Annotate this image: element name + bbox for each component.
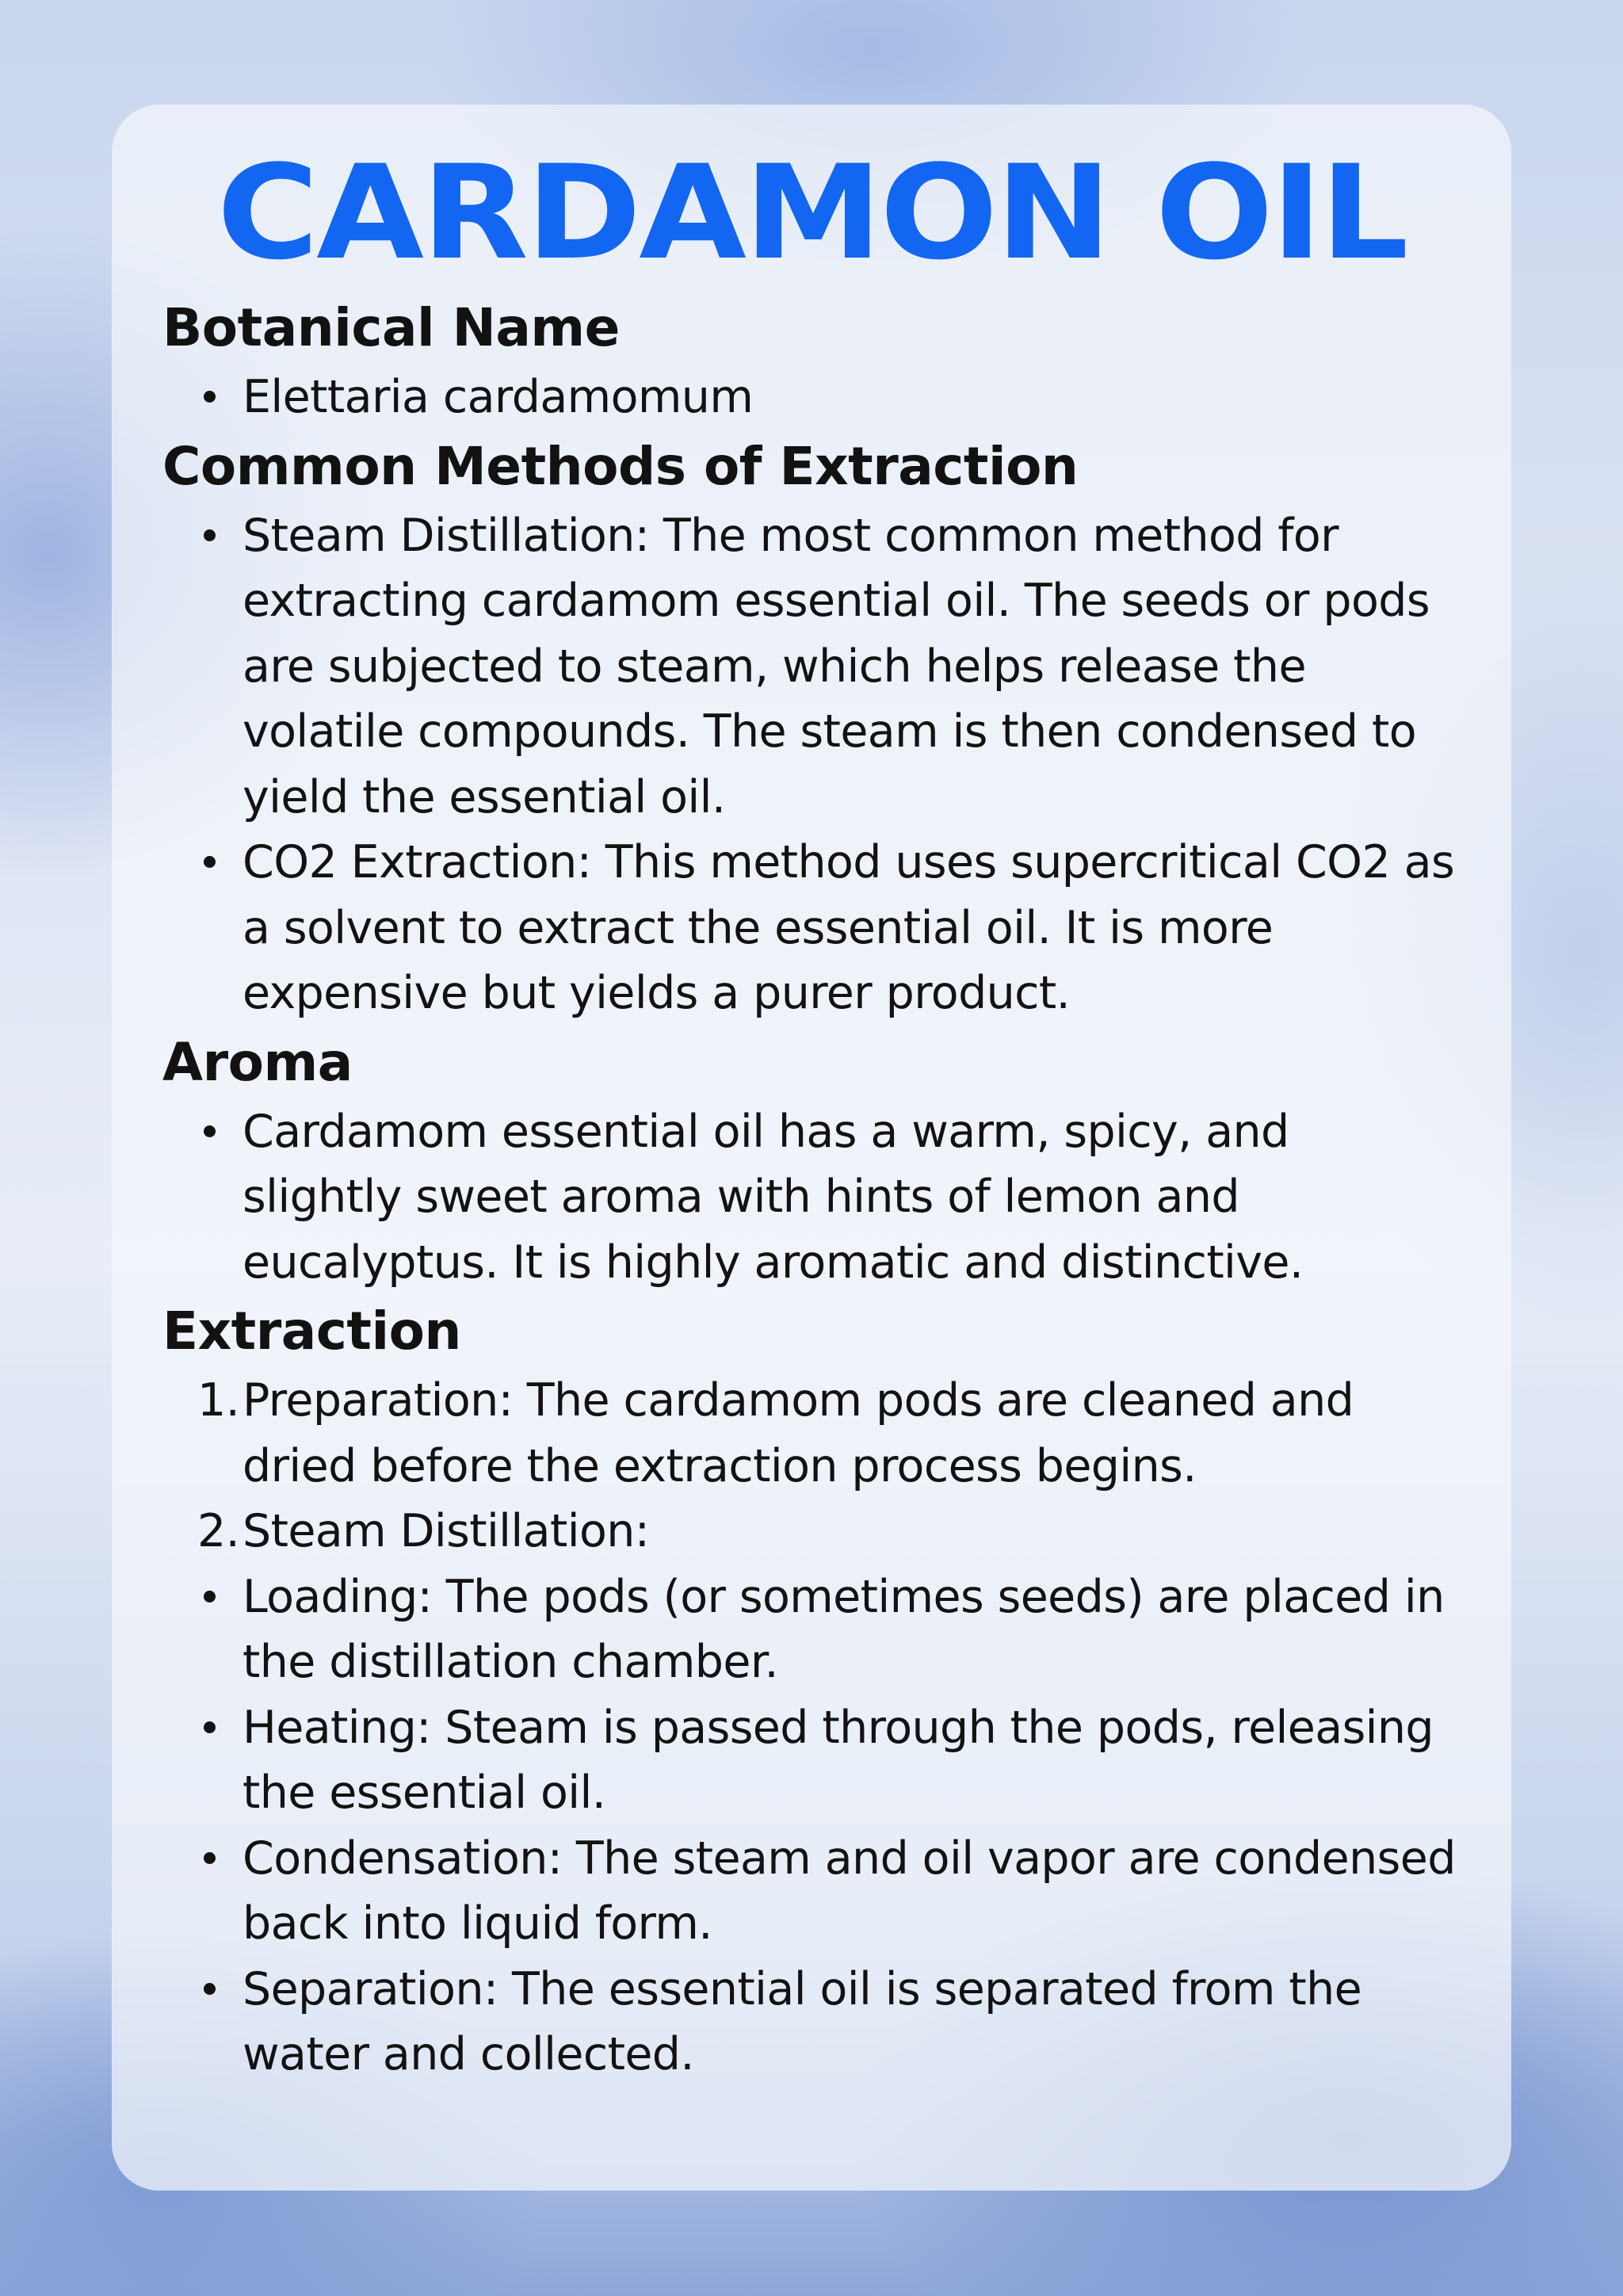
info-card — [112, 105, 1511, 2191]
step-number: 1. — [197, 1374, 240, 1427]
list-item: 1. Preparation: The cardamom pods are cleaned and dried before the extraction process begins. — [162, 1368, 1461, 1499]
section-heading-aroma: Aroma — [162, 1031, 353, 1093]
list-item: Separation: The essential oil is separated from the water and collected. — [162, 1957, 1461, 2088]
extraction-steps-list — [162, 1368, 1461, 1564]
bullet-icon — [204, 529, 216, 541]
extraction-substeps-list — [162, 1564, 1461, 2088]
aroma-list — [162, 1099, 1461, 1296]
list-item: 2. Steam Distillation: — [162, 1499, 1461, 1564]
section-heading-botanical-name: Botanical Name — [162, 297, 620, 358]
list-item: CO2 Extraction: This method uses supercritical CO2 as a solvent to extract the essential oil. It is more expensive but yields a purer product. — [162, 830, 1461, 1026]
bullet-icon — [204, 1591, 216, 1603]
list-item: Heating: Steam is passed through the pods, releasing the essential oil. — [162, 1695, 1461, 1826]
botanical-name-list — [162, 365, 1461, 430]
list-item: Loading: The pods (or sometimes seeds) are placed in the distillation chamber. — [162, 1564, 1461, 1695]
list-item: Elettaria cardamomum — [162, 365, 1461, 430]
step-number: 2. — [197, 1505, 240, 1557]
section-heading-extraction-methods: Common Methods of Extraction — [162, 435, 1079, 497]
bullet-icon — [204, 1852, 216, 1864]
bullet-icon — [204, 1983, 216, 1995]
list-item: Cardamom essential oil has a warm, spicy, and slightly sweet aroma with hints of lemon and eucalyptus. It is highly aromatic and distinctive. — [162, 1099, 1461, 1296]
extraction-methods-list — [162, 503, 1461, 1026]
bullet-icon — [204, 1125, 216, 1137]
bullet-icon — [204, 1721, 216, 1733]
bullet-icon — [204, 391, 216, 403]
section-heading-extraction: Extraction — [162, 1301, 461, 1362]
card-content — [162, 292, 1461, 2088]
bullet-icon — [204, 856, 216, 868]
list-item: Condensation: The steam and oil vapor are condensed back into liquid form. — [162, 1826, 1461, 1957]
list-item: Steam Distillation: The most common method for extracting cardamom essential oil. The seeds or pods are subjected to steam, which helps release the volatile compounds. The steam is then condensed to yield the essential oil. — [162, 503, 1461, 831]
page-title: CARDAMON OIL — [216, 137, 1407, 288]
